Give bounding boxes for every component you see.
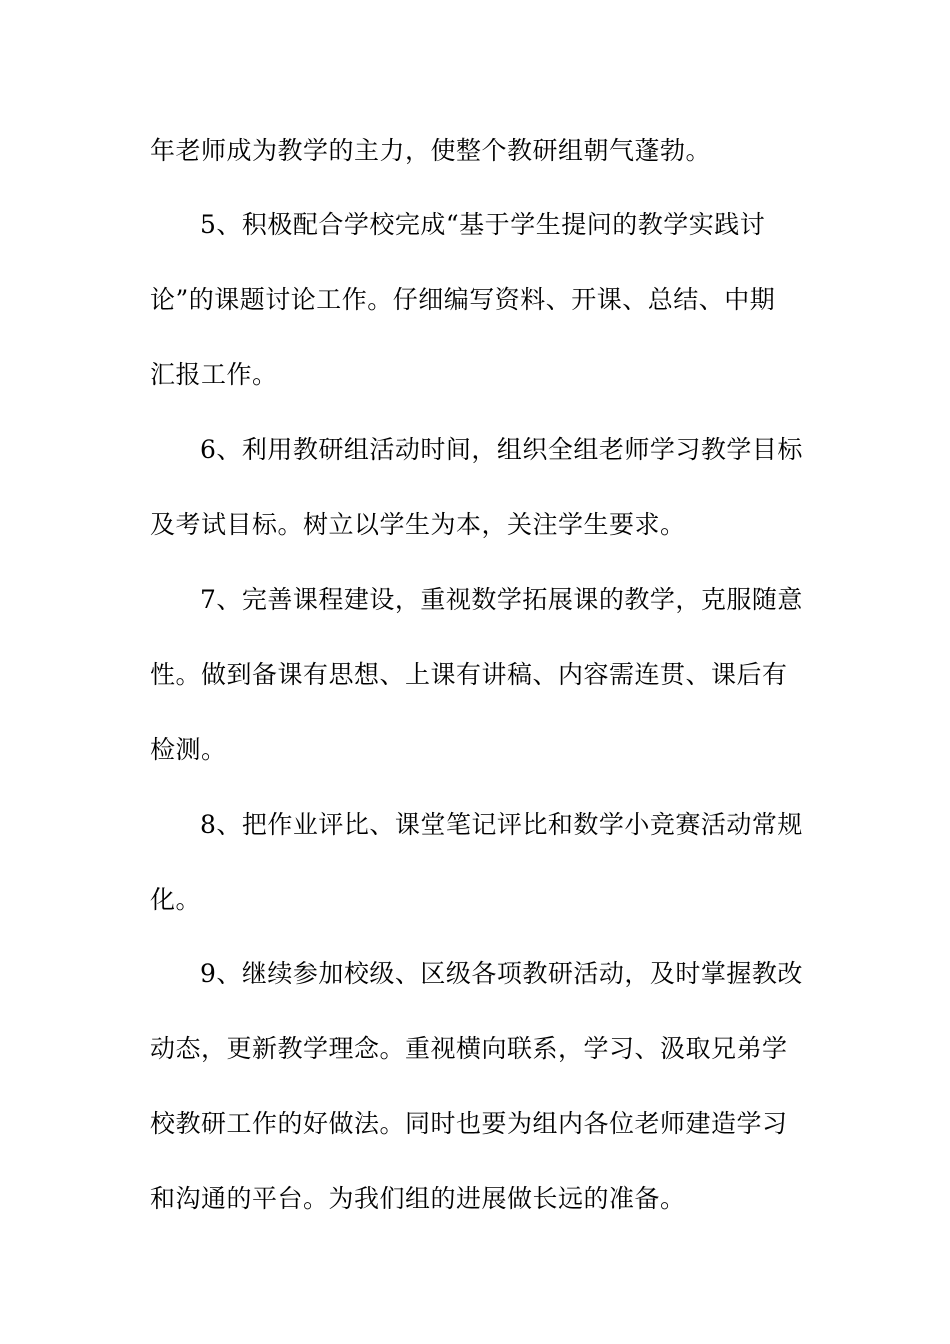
text-line: 汇报工作。	[150, 360, 278, 389]
text-line: 及考试目标。树立以学生为本，关注学生要求。	[150, 510, 686, 539]
text-line: 性。做到备课有思想、上课有讲稿、内容需连贯、课后有	[150, 660, 788, 689]
text-line: 化。	[150, 885, 202, 914]
item-5-line: 5、积极配合学校完成“基于学生提问的教学实践讨	[200, 210, 766, 239]
text-line: 动态，更新教学理念。重视横向联系，学习、汲取兄弟学	[150, 1034, 788, 1063]
item-6-line: 6、利用教研组活动时间，组织全组老师学习教学目标	[200, 435, 803, 464]
text-line: 和沟通的平台。为我们组的进展做长远的准备。	[150, 1184, 686, 1213]
item-8-line: 8、把作业评比、课堂笔记评比和数学小竞赛活动常规	[200, 810, 803, 839]
text-line: 校教研工作的好做法。同时也要为组内各位老师建造学习	[150, 1109, 788, 1138]
item-9-line: 9、继续参加校级、区级各项教研活动，及时掌握教改	[200, 959, 803, 988]
text-line: 检测。	[150, 735, 227, 764]
item-7-line: 7、完善课程建设，重视数学拓展课的教学，克服随意	[200, 585, 803, 614]
text-line: 论”的课题讨论工作。仔细编写资料、开课、总结、中期	[150, 285, 776, 314]
text-line: 年老师成为教学的主力，使整个教研组朝气蓬勃。	[150, 136, 712, 165]
